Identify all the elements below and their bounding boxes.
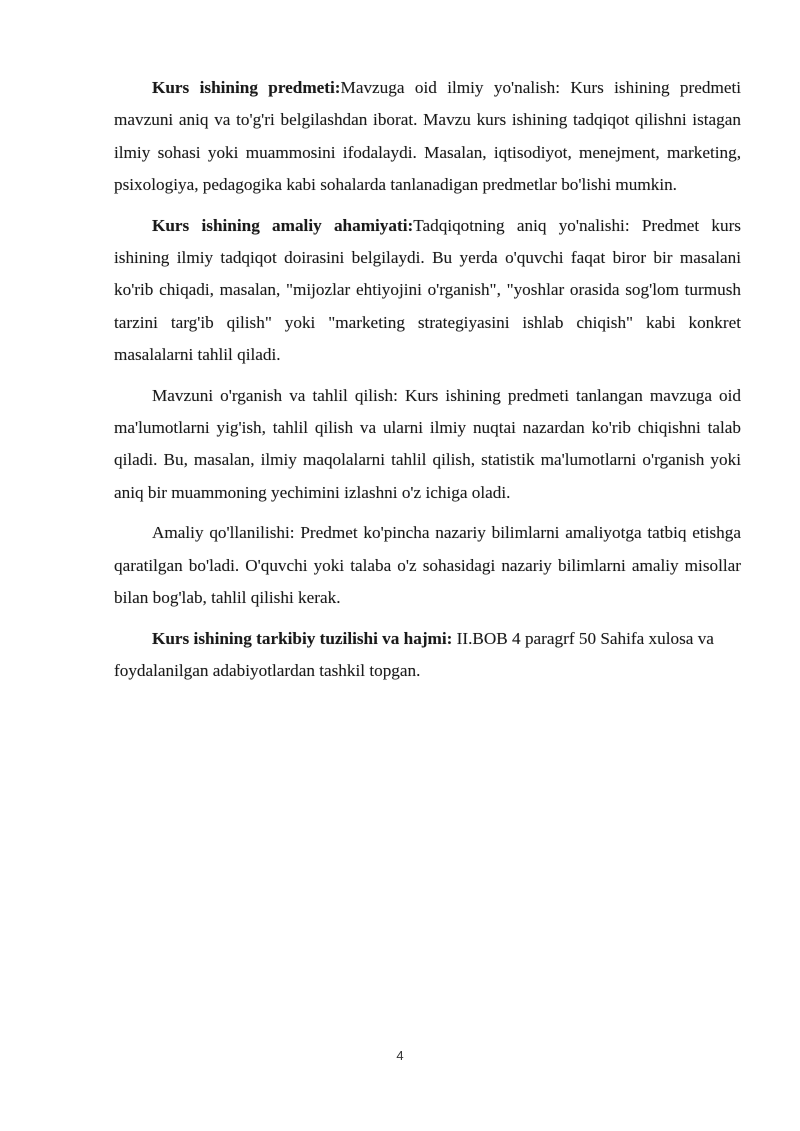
paragraph-text: Mavzuni o'rganish va tahlil qilish: Kurs ishining predmeti tanlangan mavzuga oid ma'lumotlarni yig'ish, tahlil qilish va ularni ilmiy nuqtai nazardan ko'rib chiqishni talab qiladi. Bu, masalan, ilmiy maqolalarni tahlil qilish, statistik ma'lumotlarni o'rganish yoki aniq bir muammoning yechimini izlashni o'z ichiga oladi. <box>114 385 741 502</box>
paragraph-amaliy-ahamiyati <box>114 210 741 372</box>
paragraph-heading: Kurs ishining tarkibiy tuzilishi va hajmi: <box>152 628 453 648</box>
paragraph-amaliy-qollanilishi <box>114 517 741 614</box>
document-body <box>114 72 741 695</box>
paragraph-mavzuni-organish <box>114 380 741 510</box>
page-number: 4 <box>396 1048 404 1063</box>
paragraph-tarkibiy-tuzilishi <box>114 623 741 688</box>
paragraph-text: Tadqiqotning aniq yo'nalishi: Predmet kurs ishining ilmiy tadqiqot doirasini belgilaydi. Bu yerda o'quvchi faqat biror bir masalani ko'rib chiqadi, masalan, "mijozlar ehtiyojini o'rganish", "yoshlar orasida sog'lom turmush tarzini targ'ib qilish" yoki "marketing strategiyasini ishlab chiqish" kabi konkret masalalarni tahlil qiladi. <box>114 215 741 365</box>
paragraph-heading: Kurs ishining predmeti: <box>152 78 341 97</box>
paragraph-text: II.BOB 4 paragrf 50 Sahifa xulosa va foydalanilgan adabiyotlardan tashkil topgan. <box>114 628 714 680</box>
paragraph-heading: Kurs ishining amaliy ahamiyati: <box>152 215 414 235</box>
paragraph-predmeti <box>114 72 741 202</box>
paragraph-text: Amaliy qo'llanilishi: Predmet ko'pincha nazariy bilimlarni amaliyotga tatbiq etishga qaratilgan bo'ladi. O'quvchi yoki talaba o'z sohasidagi nazariy bilimlarni amaliy misollar bilan bog'lab, tahlil qilishi kerak. <box>114 523 741 608</box>
paragraph-text: Mavzuga oid ilmiy yo'nalish: Kurs ishining predmeti mavzuni aniq va to'g'ri belgilashdan iborat. Mavzu kurs ishining tadqiqot qilishni istagan ilmiy sohasi yoki muammosini ifodalaydi. Masalan, iqtisodiyot, menejment, marketing, psixologiya, pedagogika kabi sohalarda tanlanadigan predmetlar bo'lishi mumkin. <box>114 78 742 195</box>
